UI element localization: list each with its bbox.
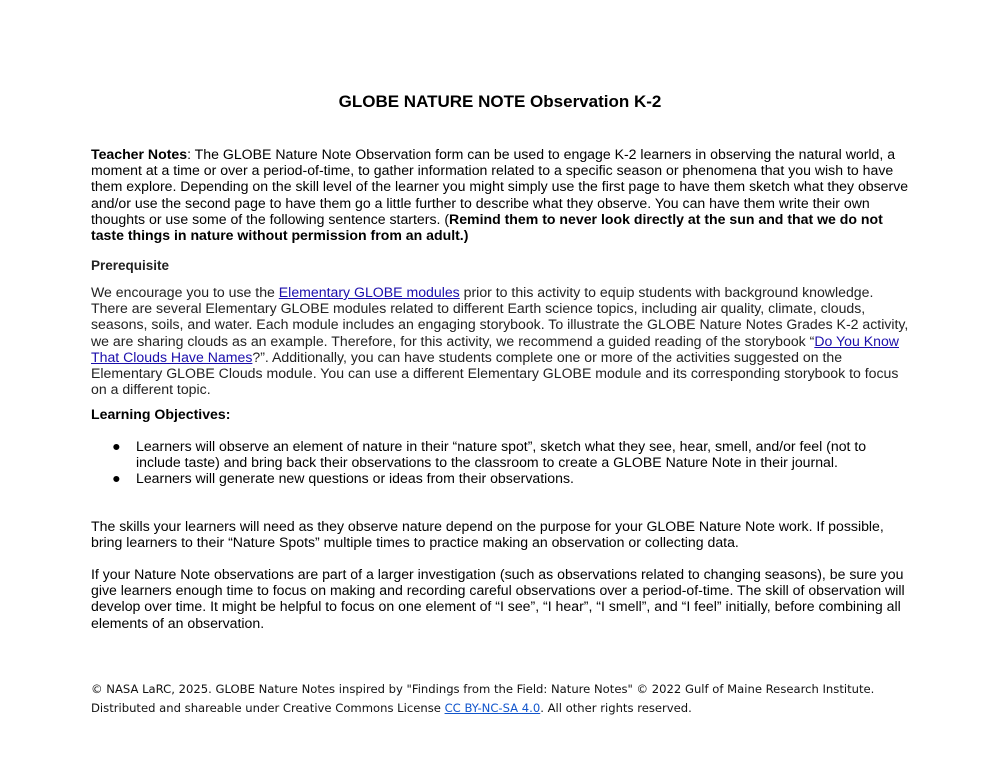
teacher-notes-label: Teacher Notes [91,146,188,162]
footer [91,680,891,718]
prerequisite-text-1: We encourage you to use the [91,284,279,300]
prerequisite-paragraph [91,284,911,397]
footer-license [91,699,891,718]
list-item [91,438,911,470]
learning-objectives-heading: Learning Objectives: [91,406,231,422]
learning-objectives-list [91,438,911,487]
safety-warning: Remind them to never look directly at the sun and that we do not taste things in nature without permission from an adult.) [91,210,883,244]
page-title: GLOBE NATURE NOTE Observation K-2 [338,92,662,111]
skills-paragraph: The skills your learners will need as they observe nature depend on the purpose for your GLOBE Nature Note work. If possible, bring learners to their “Nature Spots” multiple times to practice making an observation or collecting data. [91,518,884,551]
prerequisite-text-3: ?”. Additionally, you can have students complete one or more of the activities suggested on the Elementary GLOBE Clouds module. You can use a different Elementary GLOBE module and its corresponding storybook to focus on a different topic. [91,348,899,398]
prerequisite-text-2: prior to this activity to equip students with background knowledge. There are several Elementary GLOBE modules related to different Earth science topics, including air quality, climate, clouds, seasons, soils, and water. Each module includes an engaging storybook. To illustrate the GLOBE Nature Notes Grades K-2 activity, we are sharing clouds as an example. Therefore, for this activity, we recommend a guided reading of the storybook “ [91,284,909,349]
footer-license-text: Distributed and shareable under Creative Commons License [91,701,445,715]
list-item-text: Learners will observe an element of nature in their “nature spot”, sketch what they see, hear, smell, and/or feel (not to include taste) and bring back their observations to the classroom to create a GLOBE Nature Note in their journal. [136,438,867,471]
teacher-notes-text: : The GLOBE Nature Note Observation form can be used to engage K-2 learners in observing the natural world, a moment at a time or over a period-of-time, to gather information related to a specific season or phenomena that you wish to have them explore. Depending on the skill level of the learner you might simply use the first page to have them sketch what they observe and/or use the second page to have them go a little further to describe what they observe. You can have them write their own thoughts or use some of the following sentence starters. ( [91,146,909,227]
clouds-storybook-link[interactable]: Do You Know That Clouds Have Names [91,332,899,365]
nature-note-paragraph: If your Nature Note observations are part of a larger investigation (such as observations related to changing seasons), be sure you give learners enough time to focus on making and recording careful observations over a period-of-time. The skill of observation will develop over time. It might be helpful to focus on one element of “I see”, “I hear”, “I smell”, and “I feel” initially, before combining all elements of an observation. [91,566,905,631]
list-item-text: Learners will generate new questions or ideas from their observations. [136,470,574,487]
bullet-icon: ● [112,470,121,487]
bullet-icon: ● [112,438,121,454]
elementary-globe-modules-link[interactable]: Elementary GLOBE modules [278,284,460,300]
footer-copyright: © NASA LaRC, 2025. GLOBE Nature Notes inspired by "Findings from the Field: Nature Notes" © 2022 Gulf of Maine Research Institute. [91,682,875,696]
prerequisite-heading: Prerequisite [91,258,170,273]
list-item [91,470,911,486]
license-link[interactable]: CC BY-NC-SA 4.0 [444,701,541,715]
teacher-notes-paragraph [91,146,911,243]
footer-rights-text: . All other rights reserved. [540,701,692,715]
